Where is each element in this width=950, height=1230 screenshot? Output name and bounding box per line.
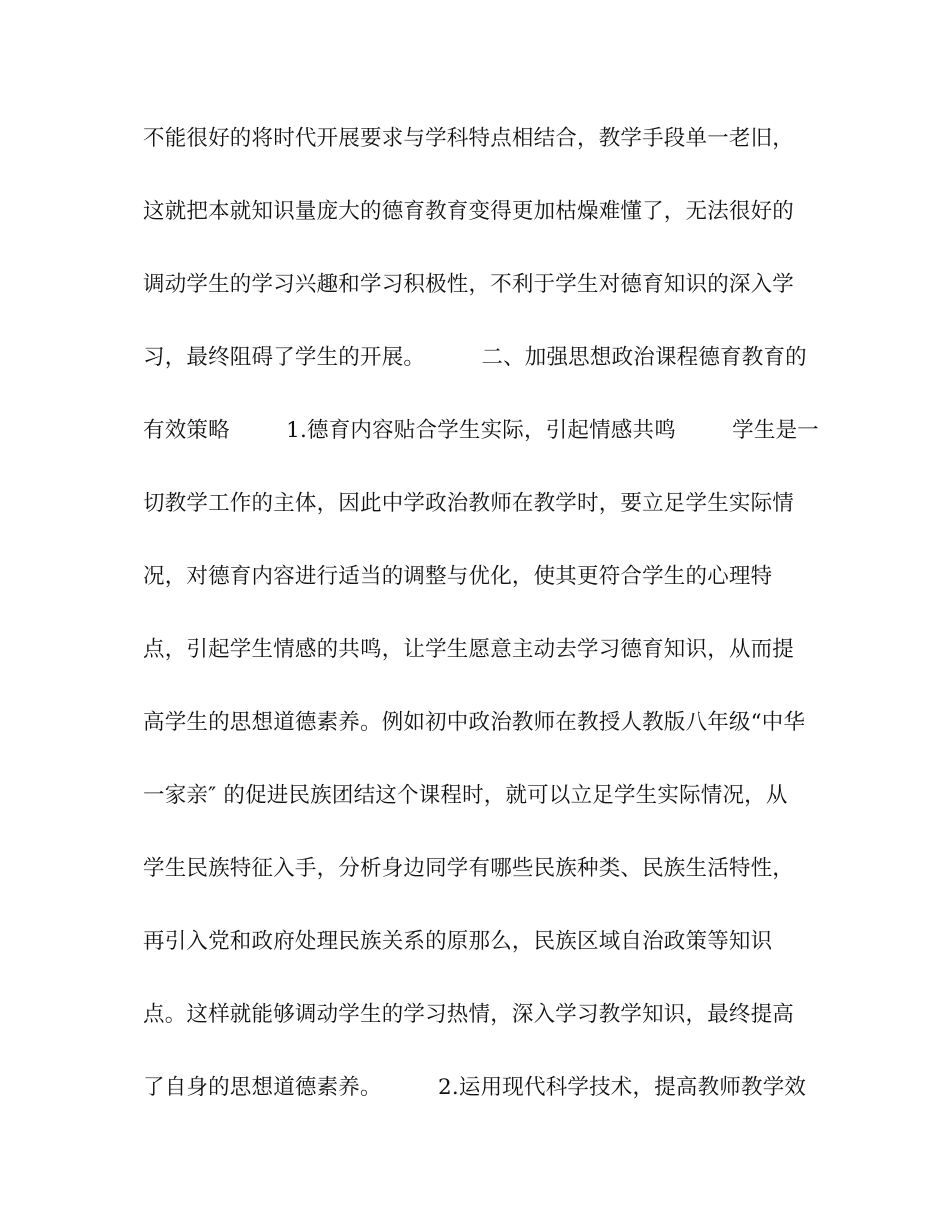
text-line: 了自身的思想道德素养。 2.运用现代科学技术，提高教师教学效 — [143, 1075, 807, 1100]
text-line: 一家亲″ 的促进民族团结这个课程时，就可以立足学生实际情况，从 — [143, 783, 788, 808]
body-text — [143, 118, 823, 1140]
text-line: 学生民族特征入手，分析身边同学有哪些民族种类、民族生活特性， — [143, 856, 795, 881]
text-line: 高学生的思想道德素养。例如初中政治教师在教授人教版八年级“中华 — [143, 710, 806, 735]
text-line: 不能很好的将时代开展要求与学科特点相结合，教学手段单一老旧， — [143, 126, 795, 151]
text-line: 况，对德育内容进行适当的调整与优化，使其更符合学生的心理特 — [143, 564, 773, 589]
text-line: 调动学生的学习兴趣和学习积极性，不利于学生对德育知识的深入学 — [143, 272, 795, 297]
text-line: 点。这样就能够调动学生的学习热情，深入学习教学知识，最终提高 — [143, 1002, 795, 1027]
text-line: 切教学工作的主体，因此中学政治教师在教学时，要立足学生实际情 — [143, 491, 795, 516]
text-line: 习，最终阻碍了学生的开展。 二、加强思想政治课程德育教育的 — [143, 345, 807, 370]
text-line: 点，引起学生情感的共鸣，让学生愿意主动去学习德育知识，从而提 — [143, 637, 795, 662]
text-line: 再引入党和政府处理民族关系的原那么，民族区域自治政策等知识 — [143, 929, 773, 954]
text-line: 这就把本就知识量庞大的德育教育变得更加枯燥难懂了，无法很好的 — [143, 199, 795, 224]
text-line: 有效策略 1.德育内容贴合学生实际，引起情感共鸣 学生是一 — [143, 418, 819, 443]
